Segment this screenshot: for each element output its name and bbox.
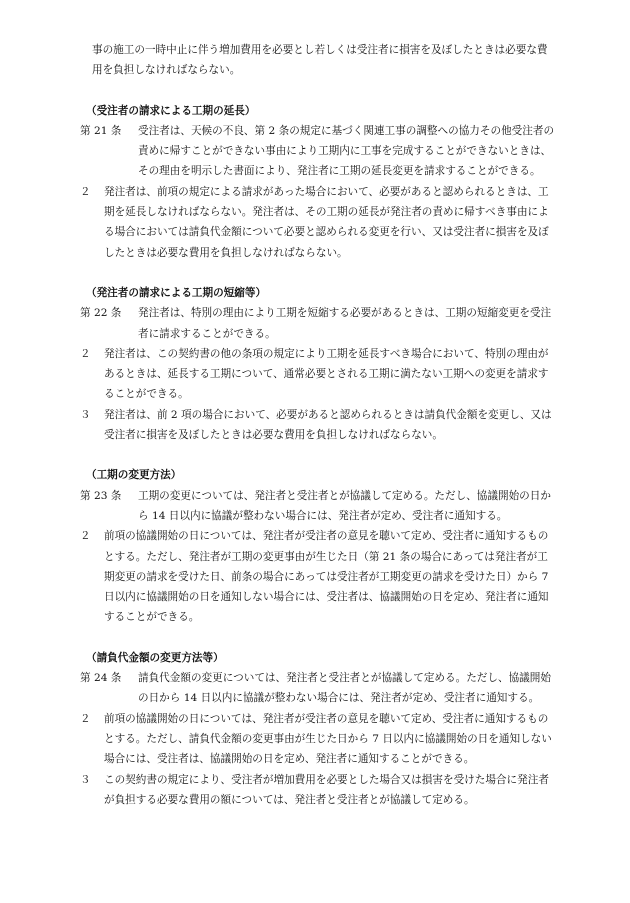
section-article-23: [80, 465, 558, 627]
section-heading: （工期の変更方法）: [86, 469, 182, 482]
section-heading: （請負代金額の変更方法等）: [86, 651, 224, 664]
paragraph-text: 前項の協議開始の日については、発注者が受注者の意見を聴いて定め、受注者に通知するものとする。ただし、請負代金額の変更事由が生じた日から 7 日以内に協議開始の日を通知しない場合には、受注者は、協議開始の日を定め、発注者に通知することができる。: [104, 712, 552, 766]
section-article-21: [80, 101, 558, 263]
paragraph-number: ２: [80, 530, 91, 543]
article-paragraph: [80, 709, 558, 770]
paragraph-text: 前項の協議開始の日については、発注者が受注者の意見を聴いて定め、受注者に通知するものとする。ただし、発注者が工期の変更事由が生じた日（第 21 条の場合にあっては発注者が工期変更の請求を受けた日、前条の場合にあっては受注者が工期変更の請求を受けた日）から 7 日以内に協議開始の日を通知しない場合には、受注者は、協議開始の日を定め、発注者に通知することができる。: [104, 530, 549, 624]
section-heading: （発注者の請求による工期の短縮等）: [86, 286, 267, 299]
paragraph-text: 発注者は、この契約書の他の条項の規定により工期を延長すべき場合において、特別の理由があるときは、延長する工期について、通常必要とされる工期に満たない工期への変更を請求することができる。: [104, 347, 549, 401]
continuation-paragraph: 事の施工の一時中止に伴う増加費用を必要とし若しくは受注者に損害を及ぼしたときは必要な費用を負担しなければならない。: [92, 44, 548, 77]
article-paragraph: [80, 405, 558, 446]
article-paragraph: [80, 182, 558, 263]
article-paragraph: [80, 770, 558, 811]
paragraph-text: 発注者は、前 2 項の場合において、必要があると認められるときは請負代金額を変更し、又は受注者に損害を及ぼしたときは必要な費用を負担しなければならない。: [104, 408, 552, 442]
section-article-22: [80, 283, 558, 445]
section-heading: （受注者の請求による工期の延長）: [86, 104, 256, 117]
article-number: 第 23 条: [80, 489, 122, 502]
article-text: 発注者は、特別の理由により工期を短縮する必要があるときは、工期の短縮変更を受注者に請求することができる。: [138, 307, 552, 340]
paragraph-number: ２: [80, 347, 91, 360]
article-text: 工期の変更については、発注者と受注者とが協議して定める。ただし、協議開始の日から 14 日以内に協議が整わない場合には、発注者が定め、受注者に通知する。: [138, 489, 551, 522]
paragraph-text: この契約書の規定により、受注者が増加費用を必要とした場合又は損害を受けた場合に発注者が負担する必要な費用の額については、発注者と受注者とが協議して定める。: [104, 773, 549, 806]
section-article-24: [80, 648, 558, 810]
article-number: 第 21 条: [80, 124, 122, 137]
article-paragraph: [80, 303, 558, 344]
article-number: 第 24 条: [80, 672, 122, 685]
document-body: [80, 40, 558, 810]
article-text: 受注者は、天候の不良、第 2 条の規定に基づく関連工事の調整への協力その他受注者の責めに帰すことができない事由により工期内に工事を完成することができないときは、その理由を明示した書面により、発注者に工期の延長変更を請求することができる。: [138, 124, 555, 178]
article-number: 第 22 条: [80, 307, 122, 320]
article-text: 請負代金額の変更については、発注者と受注者とが協議して定める。ただし、協議開始の日から 14 日以内に協議が整わない場合には、発注者が定め、受注者に通知する。: [138, 672, 551, 705]
paragraph-number: ３: [80, 408, 91, 421]
article-paragraph: [80, 486, 558, 527]
paragraph-number: ２: [80, 185, 91, 198]
paragraph-number: ３: [80, 773, 91, 786]
article-paragraph: [80, 121, 558, 182]
article-paragraph: [80, 526, 558, 627]
paragraph-number: ２: [80, 712, 91, 725]
article-paragraph: [80, 344, 558, 405]
paragraph-text: 発注者は、前項の規定による請求があった場合において、必要があると認められるときは、工期を延長しなければならない。発注者は、その工期の延長が発注者の責めに帰すべき事由による場合においては請負代金額について必要と認められる変更を行い、又は受注者に損害を及ぼしたときは必要な費用を負担しなければならない。: [104, 185, 549, 259]
article-paragraph: [80, 668, 558, 709]
